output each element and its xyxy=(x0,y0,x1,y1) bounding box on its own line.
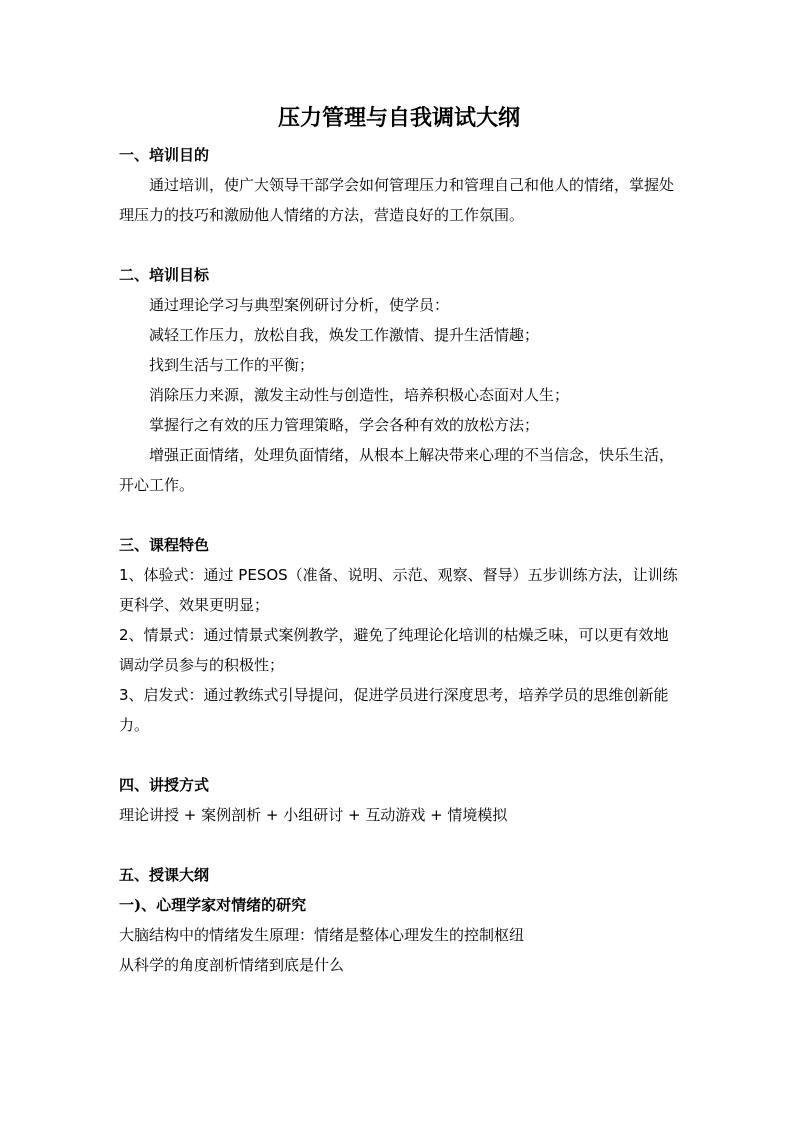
section-course-outline xyxy=(119,860,679,980)
section-heading: 三、课程特色 xyxy=(119,536,210,554)
section-course-features xyxy=(119,530,679,740)
goal-item: 增强正面情绪，处理负面情绪，从根本上解决带来心理的不当信念，快乐生活，开心工作。 xyxy=(119,446,675,494)
section-spacer xyxy=(119,230,679,260)
section-heading: 二、培训目标 xyxy=(119,266,210,284)
goal-item: 消除压力来源，激发主动性与创造性，培养积极心态面对人生； xyxy=(149,386,570,404)
section-spacer xyxy=(119,740,679,770)
teaching-method-line: 理论讲授 + 案例剖析 + 小组研讨 + 互动游戏 + 情境模拟 xyxy=(119,806,508,824)
document-body xyxy=(119,102,679,980)
section-intro: 通过理论学习与典型案例研讨分析，使学员： xyxy=(149,296,450,314)
outline-line: 大脑结构中的情绪发生原理：情绪是整体心理发生的控制枢纽 xyxy=(119,926,525,944)
section-training-goals xyxy=(119,260,679,500)
subsection-heading: 一)、心理学家对情绪的研究 xyxy=(119,896,307,914)
goal-item: 找到生活与工作的平衡； xyxy=(149,356,315,374)
section-heading: 四、讲授方式 xyxy=(119,776,210,794)
feature-item: 2、情景式：通过情景式案例教学，避免了纯理论化培训的枯燥乏味，可以更有效地调动学员参与的积极性； xyxy=(119,626,669,674)
document-title: 压力管理与自我调试大纲 xyxy=(277,105,520,131)
goal-item: 减轻工作压力，放松自我，焕发工作激情、提升生活情趣； xyxy=(149,326,540,344)
section-spacer xyxy=(119,500,679,530)
section-teaching-method xyxy=(119,770,679,830)
section-heading: 五、授课大纲 xyxy=(119,866,210,884)
outline-line: 从科学的角度剖析情绪到底是什么 xyxy=(119,956,345,974)
section-heading: 一、培训目的 xyxy=(119,146,210,164)
feature-item: 3、启发式：通过教练式引导提问，促进学员进行深度思考，培养学员的思维创新能力。 xyxy=(119,686,669,734)
goal-item: 掌握行之有效的压力管理策略，学会各种有效的放松方法； xyxy=(149,416,540,434)
section-spacer xyxy=(119,830,679,860)
feature-item: 1、体验式：通过 PESOS（准备、说明、示范、观察、督导）五步训练方法，让训练更科学、效果更明显； xyxy=(119,566,678,614)
section-training-purpose xyxy=(119,140,679,230)
section-paragraph: 通过培训，使广大领导干部学会如何管理压力和管理自己和他人的情绪，掌握处理压力的技巧和激励他人情绪的方法，营造良好的工作氛围。 xyxy=(119,176,675,224)
